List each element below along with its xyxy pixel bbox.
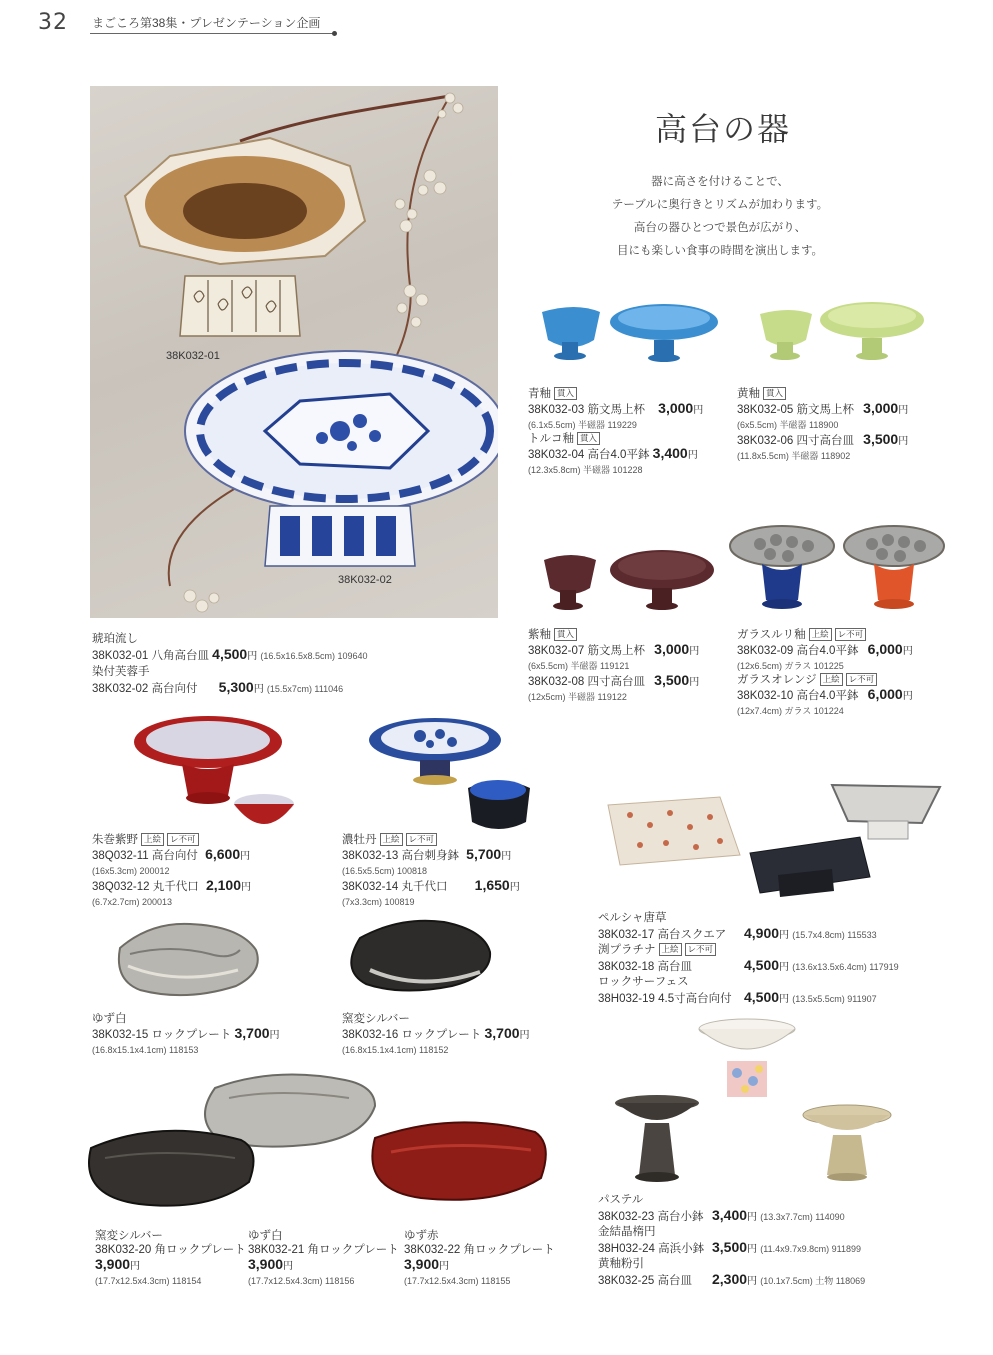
series-name: ペルシャ唐草 bbox=[598, 912, 667, 924]
yen-unit: 円 bbox=[902, 691, 913, 702]
series-name: 濃牡丹 bbox=[342, 834, 377, 846]
product-spec: (13.5x5.5cm) 911907 bbox=[792, 993, 877, 1004]
product-price: 3,000 bbox=[658, 400, 694, 416]
yellow-glaze-caption bbox=[737, 387, 908, 463]
product-price: 1,650 bbox=[474, 877, 510, 893]
yen-unit: 円 bbox=[509, 882, 520, 893]
yen-unit: 円 bbox=[501, 851, 512, 862]
yen-unit: 円 bbox=[779, 993, 790, 1005]
product-code-name: 38K032-16 ロックプレート bbox=[342, 1029, 482, 1041]
product-spec: (17.7x12.5x4.3cm) 118156 bbox=[248, 1276, 355, 1286]
product-spec: (17.7x12.5x4.3cm) 118154 bbox=[95, 1276, 202, 1286]
product-spec: (16.5x16.5x8.5cm) 109640 bbox=[260, 651, 368, 661]
yen-unit: 円 bbox=[253, 684, 264, 695]
series-name: トルコ釉 bbox=[528, 433, 574, 445]
product-spec: (6.7x2.7cm) 200013 bbox=[92, 897, 173, 907]
product-spec: (15.7x4.8cm) 115533 bbox=[792, 929, 877, 940]
purple-glass-photo bbox=[530, 520, 950, 620]
product-price: 5,700 bbox=[466, 846, 502, 862]
product-spec: (6x5.5cm) 半磁器 119121 bbox=[528, 661, 630, 671]
botan-caption bbox=[342, 833, 520, 909]
yen-unit: 円 bbox=[240, 851, 251, 862]
product-price: 4,500 bbox=[744, 956, 780, 973]
yen-unit: 円 bbox=[283, 1261, 294, 1272]
product-price: 6,600 bbox=[205, 846, 241, 862]
product-price: 3,500 bbox=[712, 1238, 748, 1255]
product-price: 4,500 bbox=[212, 646, 248, 662]
product-code-name: 38K032-25 高台皿 bbox=[598, 1274, 692, 1287]
series-name: パステル bbox=[598, 1194, 644, 1206]
product-code-name: 38K032-08 四寸高台皿 bbox=[528, 676, 645, 688]
section-title: 高台の器 bbox=[655, 110, 792, 148]
hero-illustration bbox=[90, 86, 498, 618]
product-code-name: 38K032-03 筋文馬上杯 bbox=[528, 404, 645, 416]
intro-line: 高台の器ひとつで景色が広がり、 bbox=[633, 220, 807, 234]
product-spec: (10.1x7.5cm) 土物 118069 bbox=[760, 1275, 866, 1286]
yen-unit: 円 bbox=[519, 1030, 530, 1041]
product-code-name: 38K032-21 角ロックプレート bbox=[248, 1244, 399, 1256]
product-code-name: 38K032-07 筋文馬上杯 bbox=[528, 645, 645, 657]
product-price: 2,100 bbox=[205, 877, 241, 893]
product-code-name: 38K032-22 角ロックプレート bbox=[404, 1244, 555, 1256]
series-name: ゆず白 bbox=[92, 1013, 127, 1025]
square-plates-photo bbox=[600, 765, 950, 910]
series-name: 金結晶楕円 bbox=[598, 1226, 656, 1238]
series-name: 窯変シルバー bbox=[95, 1230, 163, 1242]
product-code-name: 38H032-24 高浜小鉢 bbox=[598, 1242, 705, 1255]
product-spec: (12.3x5.8cm) 半磁器 101228 bbox=[528, 465, 643, 475]
product-code-name: 38K032-05 筋文馬上杯 bbox=[737, 404, 854, 416]
product-spec: (6.1x5.5cm) 半磁器 119229 bbox=[528, 420, 637, 430]
product-line bbox=[92, 679, 368, 696]
product-spec: (11.4x9.7x9.8cm) 911899 bbox=[760, 1243, 861, 1254]
kannyu-tag: 貫入 bbox=[554, 387, 577, 400]
yen-unit: 円 bbox=[779, 929, 790, 941]
purple-glaze-caption bbox=[528, 628, 699, 704]
product-spec: (11.8x5.5cm) 半磁器 118902 bbox=[737, 451, 851, 461]
product-code-name: 38K032-20 角ロックプレート bbox=[95, 1244, 246, 1256]
blue-yellow-photo bbox=[530, 290, 940, 380]
header-rule bbox=[90, 33, 334, 34]
no-microwave-tag: レ不可 bbox=[846, 673, 878, 686]
product-spec: (12x6.5cm) ガラス 101225 bbox=[737, 661, 844, 671]
product-spec: (13.6x13.5x6.4cm) 117919 bbox=[792, 961, 899, 972]
yen-unit: 円 bbox=[689, 646, 700, 657]
kannyu-tag: 貫入 bbox=[554, 628, 577, 641]
no-microwave-tag: レ不可 bbox=[167, 833, 199, 846]
product-price: 3,900 bbox=[95, 1256, 131, 1272]
series-name: ガラスオレンジ bbox=[737, 674, 817, 686]
intro-line: テーブルに奥行きとリズムが加わります。 bbox=[611, 197, 829, 211]
yen-unit: 円 bbox=[693, 405, 704, 416]
product-price: 3,400 bbox=[652, 445, 688, 461]
series-name: ゆず白 bbox=[248, 1230, 283, 1242]
uwae-tag: 上絵 bbox=[380, 833, 403, 846]
product-code-name: 38Q032-12 丸千代口 bbox=[92, 881, 199, 893]
page-number: 32 bbox=[38, 10, 68, 35]
intro-line: 目にも楽しい食事の時間を演出します。 bbox=[616, 243, 824, 257]
series-name: ゆず赤 bbox=[404, 1230, 439, 1242]
series-name: 渕プラチナ bbox=[598, 944, 656, 956]
product-spec: (13.3x7.7cm) 114090 bbox=[760, 1211, 845, 1222]
yen-unit: 円 bbox=[902, 646, 913, 657]
product-spec: (15.5x7cm) 111046 bbox=[266, 684, 344, 694]
product-code-name: 38K032-09 高台4.0平鉢 bbox=[737, 645, 859, 657]
product-code-name: 38K032-23 高台小鉢 bbox=[598, 1210, 704, 1223]
product-line bbox=[92, 646, 368, 663]
yen-unit: 円 bbox=[241, 882, 251, 893]
product-price: 4,500 bbox=[744, 988, 780, 1005]
yen-unit: 円 bbox=[689, 677, 700, 688]
product-spec: (16.8x15.1x4.1cm) 118153 bbox=[92, 1045, 199, 1055]
yen-unit: 円 bbox=[747, 1211, 758, 1223]
no-microwave-tag: レ不可 bbox=[406, 833, 438, 846]
series-name: 青釉 bbox=[528, 388, 551, 400]
yen-unit: 円 bbox=[130, 1261, 141, 1272]
product-code-name: 38K032-01 八角高台皿 bbox=[92, 650, 209, 662]
series-name: ガラスルリ釉 bbox=[737, 629, 806, 641]
product-price: 3,500 bbox=[863, 431, 899, 447]
kannyu-tag: 貫入 bbox=[763, 387, 786, 400]
series-name: 黄釉 bbox=[737, 388, 760, 400]
product-code-name: 38H032-19 4.5寸高台向付 bbox=[598, 992, 732, 1005]
yen-unit: 円 bbox=[747, 1243, 758, 1255]
square-caption bbox=[598, 911, 899, 1007]
hero-callout-01: 38K032-01 bbox=[166, 350, 220, 362]
product-price: 6,000 bbox=[867, 641, 903, 657]
product-spec: (16x5.3cm) 200012 bbox=[92, 866, 170, 876]
product-code-name: 38K032-10 高台4.0平鉢 bbox=[737, 690, 859, 702]
product-price: 3,500 bbox=[654, 672, 690, 688]
yen-unit: 円 bbox=[747, 1275, 758, 1287]
product-code-name: 38K032-14 丸千代口 bbox=[342, 881, 448, 893]
product-price: 6,000 bbox=[867, 686, 903, 702]
product-price: 3,000 bbox=[863, 400, 899, 416]
no-microwave-tag: レ不可 bbox=[685, 943, 717, 956]
series-name: 染付芙蓉手 bbox=[92, 666, 150, 678]
product-code-name: 38Q032-11 高台向付 bbox=[92, 850, 198, 862]
uwae-tag: 上絵 bbox=[659, 943, 682, 956]
product-code-name: 38K032-06 四寸高台皿 bbox=[737, 435, 854, 447]
product-price: 3,700 bbox=[484, 1025, 520, 1041]
product-code-name: 38K032-02 高台向付 bbox=[92, 683, 198, 695]
product-spec: (12x7.4cm) ガラス 101224 bbox=[737, 706, 844, 716]
yen-unit: 円 bbox=[898, 436, 909, 447]
product-code-name: 38K032-18 高台皿 bbox=[598, 960, 692, 973]
hero-caption bbox=[92, 630, 368, 696]
kaku-rock-photo bbox=[85, 1068, 555, 1218]
intro-line: 器に高さを付けることで、 bbox=[651, 174, 789, 188]
blue-glaze-caption bbox=[528, 387, 703, 477]
series-name: 紫釉 bbox=[528, 629, 551, 641]
product-price: 3,400 bbox=[712, 1206, 748, 1223]
kannyu-tag: 貫入 bbox=[577, 432, 600, 445]
rock-plates-photo bbox=[110, 918, 510, 1003]
kaku-rock-caption-3 bbox=[404, 1229, 555, 1288]
product-price: 3,000 bbox=[654, 641, 690, 657]
kaku-rock-caption-2 bbox=[248, 1229, 399, 1288]
red-caption bbox=[92, 833, 251, 909]
small-bowls-photo bbox=[605, 1015, 905, 1185]
yen-unit: 円 bbox=[898, 405, 909, 416]
series-name: 琥珀流し bbox=[92, 633, 138, 645]
product-code-name: 38K032-13 高台刺身鉢 bbox=[342, 850, 459, 862]
small-bowls-caption bbox=[598, 1193, 865, 1289]
yuzu-white-caption bbox=[92, 1012, 280, 1057]
product-spec: (12x5cm) 半磁器 119122 bbox=[528, 692, 627, 702]
series-title: まごころ第38集・プレゼンテーション企画 bbox=[92, 16, 321, 30]
uwae-tag: 上絵 bbox=[820, 673, 843, 686]
yen-unit: 円 bbox=[247, 651, 258, 662]
series-name: 黄釉粉引 bbox=[598, 1258, 644, 1270]
uwae-tag: 上絵 bbox=[809, 628, 832, 641]
yen-unit: 円 bbox=[687, 450, 698, 461]
product-price: 3,900 bbox=[404, 1256, 440, 1272]
product-price: 3,700 bbox=[234, 1025, 270, 1041]
kaku-rock-caption-1 bbox=[95, 1229, 246, 1288]
product-spec: (6x5.5cm) 半磁器 118900 bbox=[737, 420, 839, 430]
product-code-name: 38K032-15 ロックプレート bbox=[92, 1029, 232, 1041]
red-blue-photo bbox=[130, 708, 540, 833]
header-rule-dot bbox=[332, 31, 337, 36]
product-spec: (17.7x12.5x4.3cm) 118155 bbox=[404, 1276, 511, 1286]
yen-unit: 円 bbox=[779, 961, 790, 973]
yen-unit: 円 bbox=[269, 1030, 280, 1041]
product-spec: (7x3.3cm) 100819 bbox=[342, 897, 415, 907]
series-name: 窯変シルバー bbox=[342, 1013, 410, 1025]
uwae-tag: 上絵 bbox=[141, 833, 164, 846]
glass-caption bbox=[737, 628, 913, 718]
hero-photo bbox=[90, 86, 498, 618]
product-code-name: 38K032-04 高台4.0平鉢 bbox=[528, 449, 650, 461]
product-spec: (16.5x5.5cm) 100818 bbox=[342, 866, 428, 876]
product-price: 4,900 bbox=[744, 924, 780, 941]
series-name: 朱巻紫野 bbox=[92, 834, 138, 846]
yen-unit: 円 bbox=[439, 1261, 450, 1272]
product-spec: (16.8x15.1x4.1cm) 118152 bbox=[342, 1045, 449, 1055]
hero-callout-02: 38K032-02 bbox=[338, 574, 392, 586]
section-intro bbox=[570, 170, 870, 262]
product-price: 5,300 bbox=[218, 679, 254, 695]
yohen-silver-caption bbox=[342, 1012, 530, 1057]
product-price: 3,900 bbox=[248, 1256, 284, 1272]
product-code-name: 38K032-17 高台スクエア bbox=[598, 928, 727, 941]
no-microwave-tag: レ不可 bbox=[835, 628, 867, 641]
series-name: ロックサーフェス bbox=[598, 976, 689, 988]
product-price: 2,300 bbox=[712, 1270, 748, 1287]
